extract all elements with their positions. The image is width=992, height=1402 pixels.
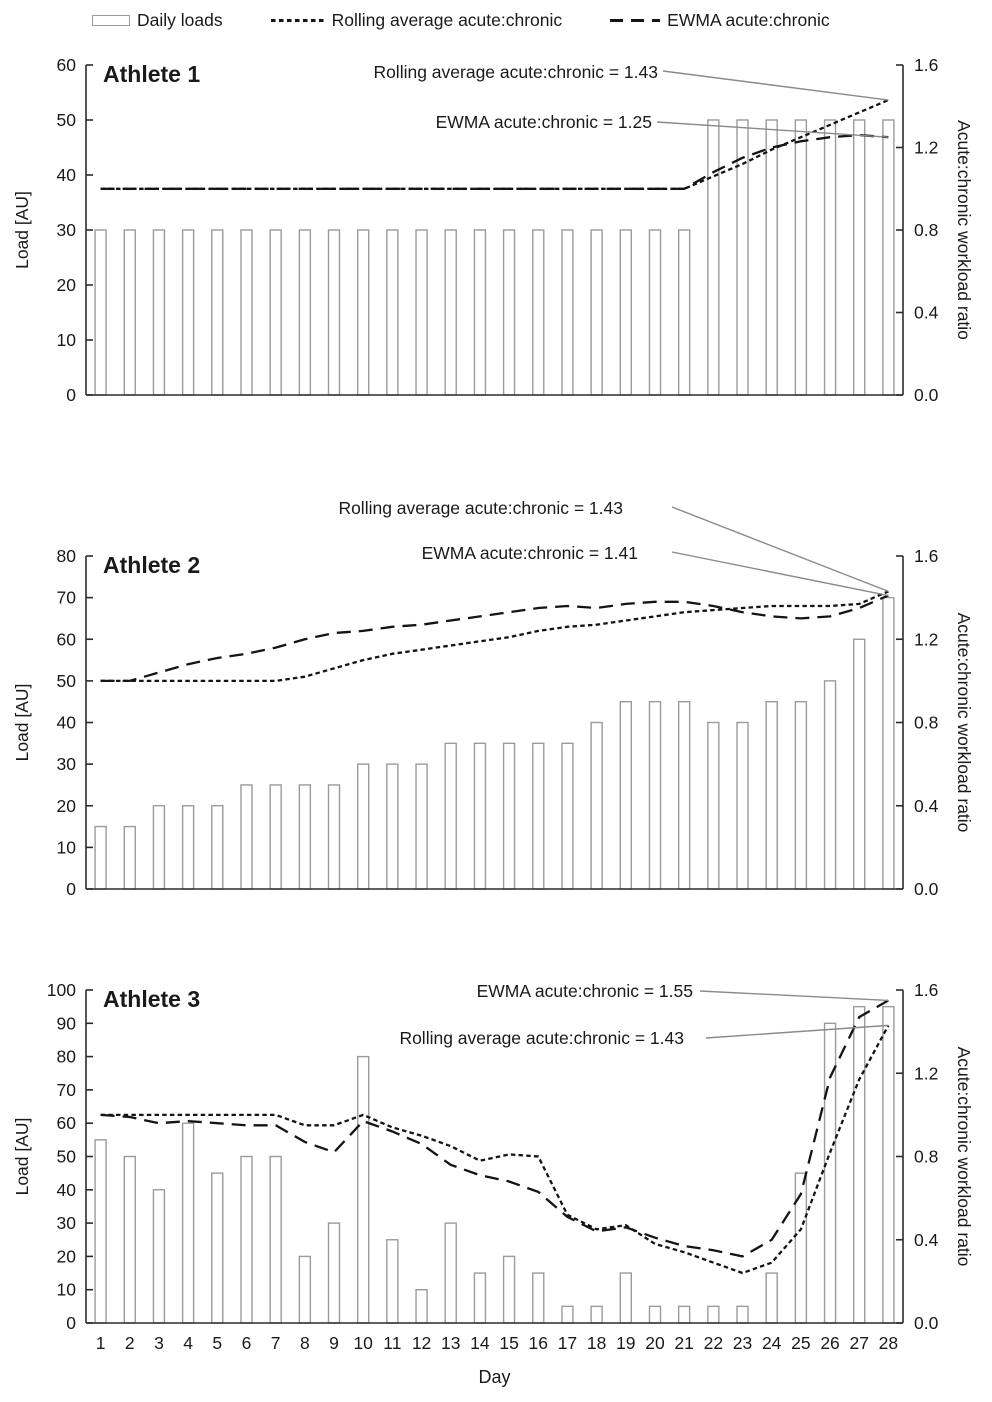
daily-load-bar-day-1 — [95, 1140, 106, 1323]
daily-load-bar-day-4 — [183, 806, 194, 889]
left-tick-label: 60 — [56, 1113, 76, 1134]
day-tick-label: 3 — [154, 1333, 164, 1353]
left-tick-label: 30 — [56, 1213, 76, 1234]
legend-item-rolling-average — [271, 10, 563, 31]
day-tick-label: 17 — [557, 1333, 578, 1353]
day-tick-label: 22 — [703, 1333, 724, 1353]
right-tick-label: 0.8 — [914, 1146, 939, 1167]
right-tick-label: 0.0 — [914, 385, 939, 405]
daily-load-bar-day-3 — [153, 806, 164, 889]
daily-load-bar-day-18 — [591, 1306, 602, 1323]
bar-swatch-icon — [92, 15, 130, 26]
day-tick-label: 2 — [124, 1333, 135, 1353]
chart-title: Athlete 2 — [103, 552, 201, 578]
annotation-label: EWMA acute:chronic = 1.25 — [435, 112, 652, 132]
daily-load-bar-day-15 — [504, 743, 515, 889]
left-tick-label: 20 — [56, 1246, 76, 1267]
daily-load-bar-day-22 — [708, 723, 719, 890]
daily-load-bar-day-5 — [212, 806, 223, 889]
day-tick-label: 12 — [411, 1333, 432, 1353]
chart-athlete-2 — [12, 498, 974, 899]
left-tick-label: 0 — [66, 385, 76, 405]
day-tick-label: 27 — [849, 1333, 869, 1353]
daily-load-bar-day-6 — [241, 230, 252, 395]
day-tick-label: 11 — [383, 1333, 402, 1353]
daily-load-bar-day-8 — [299, 230, 310, 395]
left-tick-label: 60 — [56, 629, 76, 650]
daily-load-bar-day-18 — [591, 230, 602, 395]
daily-load-bar-day-14 — [474, 230, 485, 395]
right-axis-title: Acute:chronic workload ratio — [954, 120, 974, 340]
chart-title: Athlete 1 — [103, 61, 201, 87]
annotation-label: EWMA acute:chronic = 1.41 — [421, 543, 638, 563]
left-tick-label: 50 — [56, 1146, 76, 1167]
rolling-average-line — [101, 591, 889, 681]
day-tick-label: 14 — [470, 1333, 490, 1353]
right-tick-label: 1.6 — [914, 546, 939, 566]
left-axis-title: Load [AU] — [12, 1117, 32, 1196]
day-tick-label: 8 — [299, 1333, 310, 1353]
day-tick-label: 10 — [353, 1333, 373, 1353]
left-axis-title: Load [AU] — [12, 683, 32, 762]
daily-load-bar-day-26 — [825, 120, 836, 395]
right-tick-label: 1.2 — [914, 629, 939, 650]
daily-load-bar-day-23 — [737, 120, 748, 395]
daily-load-bar-day-3 — [153, 1190, 164, 1323]
left-tick-label: 0 — [66, 1313, 76, 1333]
daily-load-bar-day-11 — [387, 1240, 398, 1323]
left-tick-label: 70 — [56, 587, 76, 608]
legend-label-rolling-average: Rolling average acute:chronic — [331, 10, 563, 30]
chart-athlete-3 — [12, 980, 974, 1387]
daily-load-bar-day-20 — [649, 1306, 660, 1323]
right-tick-label: 0.0 — [914, 1313, 939, 1333]
daily-load-bar-day-12 — [416, 764, 427, 889]
daily-load-bar-day-28 — [883, 598, 894, 889]
daily-load-bar-day-7 — [270, 785, 281, 889]
daily-load-bar-day-14 — [474, 743, 485, 889]
daily-load-bar-day-19 — [620, 230, 631, 395]
daily-load-bar-day-16 — [533, 1273, 544, 1323]
left-tick-label: 70 — [56, 1079, 76, 1100]
legend-label-daily-loads: Daily loads — [137, 10, 223, 30]
right-axis-title: Acute:chronic workload ratio — [954, 1046, 974, 1267]
daily-load-bar-day-18 — [591, 723, 602, 890]
daily-load-bar-day-11 — [387, 764, 398, 889]
day-tick-label: 15 — [499, 1333, 519, 1353]
day-tick-label: 25 — [791, 1333, 811, 1353]
daily-load-bar-day-28 — [883, 1007, 894, 1323]
daily-load-bar-day-11 — [387, 230, 398, 395]
annotation-label: Rolling average acute:chronic = 1.43 — [338, 498, 623, 518]
left-tick-label: 20 — [56, 795, 76, 816]
daily-load-bar-day-15 — [504, 1256, 515, 1323]
daily-load-bar-day-22 — [708, 120, 719, 395]
daily-load-bar-day-7 — [270, 230, 281, 395]
daily-load-bar-day-17 — [562, 743, 573, 889]
left-tick-label: 30 — [56, 754, 76, 775]
dashed-line-swatch-icon — [610, 19, 660, 22]
daily-load-bar-day-21 — [679, 702, 690, 889]
daily-load-bar-day-24 — [766, 702, 777, 889]
daily-load-bar-day-1 — [95, 827, 106, 889]
dotted-line-swatch-icon — [271, 19, 325, 21]
daily-load-bar-day-5 — [212, 1173, 223, 1323]
daily-load-bar-day-4 — [183, 1123, 194, 1323]
daily-load-bar-day-3 — [153, 230, 164, 395]
legend-item-ewma — [610, 10, 829, 31]
left-tick-label: 10 — [56, 837, 76, 858]
left-tick-label: 50 — [56, 110, 76, 130]
right-tick-label: 1.6 — [914, 980, 939, 1000]
daily-load-bar-day-25 — [795, 120, 806, 395]
daily-load-bar-day-9 — [329, 1223, 340, 1323]
daily-load-bar-day-13 — [445, 1223, 456, 1323]
day-tick-label: 19 — [616, 1333, 636, 1353]
right-tick-label: 0.8 — [914, 712, 939, 733]
right-tick-label: 0.4 — [914, 302, 939, 323]
daily-load-bar-day-19 — [620, 1273, 631, 1323]
day-tick-label: 26 — [820, 1333, 840, 1353]
daily-load-bar-day-17 — [562, 230, 573, 395]
daily-load-bar-day-27 — [854, 639, 865, 889]
daily-load-bar-day-23 — [737, 723, 748, 890]
daily-load-bar-day-14 — [474, 1273, 485, 1323]
annotation-leader-line — [672, 507, 888, 591]
left-tick-label: 10 — [56, 330, 76, 350]
left-tick-label: 80 — [56, 546, 76, 566]
daily-load-bar-day-25 — [795, 702, 806, 889]
day-tick-label: 9 — [329, 1333, 339, 1353]
daily-load-bar-day-6 — [241, 1157, 252, 1324]
left-tick-label: 40 — [56, 1179, 76, 1200]
daily-load-bar-day-10 — [358, 1057, 369, 1323]
daily-load-bar-day-27 — [854, 1007, 865, 1323]
day-tick-label: 5 — [212, 1333, 223, 1353]
daily-load-bar-day-21 — [679, 1306, 690, 1323]
daily-load-bar-day-4 — [183, 230, 194, 395]
day-tick-label: 4 — [183, 1333, 193, 1353]
left-tick-label: 60 — [56, 55, 76, 75]
right-tick-label: 0.4 — [914, 1229, 939, 1250]
daily-load-bar-day-17 — [562, 1306, 573, 1323]
annotation-label: EWMA acute:chronic = 1.55 — [476, 981, 693, 1001]
annotation-leader-line — [672, 552, 888, 596]
day-tick-label: 6 — [241, 1333, 252, 1353]
daily-load-bar-day-24 — [766, 1273, 777, 1323]
daily-load-bar-day-6 — [241, 785, 252, 889]
day-tick-label: 28 — [878, 1333, 899, 1353]
left-tick-label: 40 — [56, 712, 76, 733]
daily-load-bar-day-1 — [95, 230, 106, 395]
day-tick-label: 16 — [528, 1333, 549, 1353]
annotation-label: Rolling average acute:chronic = 1.43 — [399, 1028, 684, 1048]
day-tick-label: 20 — [645, 1333, 665, 1353]
daily-load-bar-day-16 — [533, 743, 544, 889]
daily-load-bar-day-12 — [416, 1290, 427, 1323]
daily-load-bar-day-22 — [708, 1306, 719, 1323]
right-tick-label: 1.2 — [914, 137, 939, 158]
daily-load-bar-day-13 — [445, 743, 456, 889]
daily-load-bar-day-15 — [504, 230, 515, 395]
daily-load-bar-day-10 — [358, 230, 369, 395]
legend-item-daily-loads — [92, 10, 223, 31]
right-tick-label: 0.4 — [914, 795, 939, 816]
annotation-leader-line — [663, 71, 888, 100]
right-tick-label: 1.2 — [914, 1063, 939, 1084]
left-tick-label: 90 — [56, 1013, 76, 1034]
day-tick-label: 7 — [270, 1333, 281, 1353]
x-axis-title: Day — [478, 1367, 511, 1387]
ewma-line — [101, 596, 889, 681]
daily-load-bar-day-27 — [854, 120, 865, 395]
daily-load-bar-day-2 — [124, 1157, 135, 1324]
right-tick-label: 0.0 — [914, 879, 939, 899]
daily-load-bar-day-7 — [270, 1157, 281, 1324]
right-axis-title: Acute:chronic workload ratio — [954, 612, 974, 833]
chart-title: Athlete 3 — [103, 986, 201, 1012]
daily-load-bar-day-8 — [299, 1256, 310, 1323]
left-tick-label: 30 — [56, 220, 76, 240]
right-tick-label: 0.8 — [914, 220, 939, 240]
annotation-leader-line — [700, 991, 888, 1000]
left-tick-label: 20 — [56, 275, 76, 295]
chart-legend — [92, 10, 830, 31]
daily-load-bar-day-26 — [825, 681, 836, 889]
left-tick-label: 40 — [56, 165, 76, 185]
daily-load-bar-day-13 — [445, 230, 456, 395]
legend-label-ewma: EWMA acute:chronic — [667, 10, 830, 30]
day-tick-label: 24 — [761, 1333, 782, 1353]
daily-load-bar-day-10 — [358, 764, 369, 889]
left-tick-label: 50 — [56, 670, 76, 691]
left-tick-label: 0 — [66, 879, 76, 899]
left-tick-label: 10 — [56, 1279, 76, 1300]
left-axis-title: Load [AU] — [12, 191, 32, 269]
day-tick-label: 21 — [674, 1333, 694, 1353]
day-tick-label: 18 — [586, 1333, 607, 1353]
annotation-label: Rolling average acute:chronic = 1.43 — [373, 62, 658, 82]
right-tick-label: 1.6 — [914, 55, 939, 75]
daily-load-bar-day-19 — [620, 702, 631, 889]
daily-load-bar-day-5 — [212, 230, 223, 395]
left-tick-label: 100 — [46, 980, 76, 1000]
daily-load-bar-day-16 — [533, 230, 544, 395]
daily-load-bar-day-9 — [329, 785, 340, 889]
daily-load-bar-day-20 — [649, 702, 660, 889]
daily-load-bar-day-8 — [299, 785, 310, 889]
daily-load-bar-day-28 — [883, 120, 894, 395]
daily-load-bar-day-24 — [766, 120, 777, 395]
daily-load-bar-day-2 — [124, 827, 135, 889]
daily-load-bar-day-9 — [329, 230, 340, 395]
daily-load-bar-day-12 — [416, 230, 427, 395]
daily-load-bar-day-23 — [737, 1306, 748, 1323]
day-tick-label: 23 — [732, 1333, 753, 1353]
day-tick-label: 13 — [440, 1333, 461, 1353]
daily-load-bar-day-20 — [649, 230, 660, 395]
left-tick-label: 80 — [56, 1046, 76, 1067]
daily-load-bar-day-21 — [679, 230, 690, 395]
chart-athlete-1 — [12, 55, 974, 405]
day-tick-label: 1 — [95, 1333, 106, 1353]
daily-load-bar-day-2 — [124, 230, 135, 395]
